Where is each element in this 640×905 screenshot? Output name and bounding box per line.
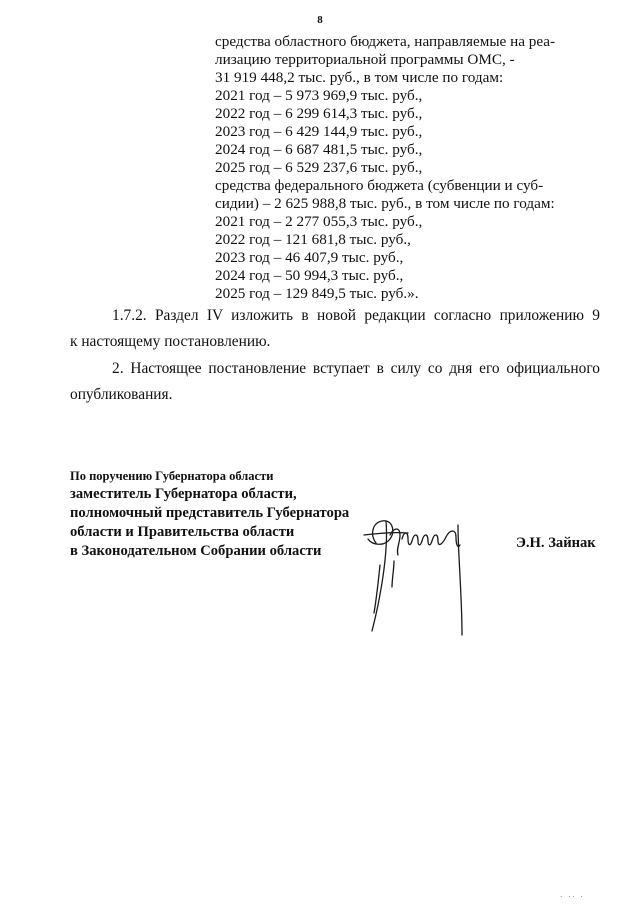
funding-line: средства областного бюджета, направляемые на реа- [215, 33, 556, 50]
paragraph-first-line: 2. Настоящее постановление вступает в силу со дня его официального [112, 360, 600, 377]
funding-line: средства федерального бюджета (субвенции и суб- [215, 177, 544, 194]
funding-block [215, 33, 565, 303]
paragraph-first-line: 1.7.2. Раздел IV изложить в новой редакции согласно приложению 9 [112, 307, 600, 324]
funding-line: 2021 год – 2 277 055,3 тыс. руб., [215, 213, 423, 230]
funding-line: 2024 год – 6 687 481,5 тыс. руб., [215, 141, 423, 158]
funding-line: лизацию территориальной программы ОМС, - [215, 51, 515, 68]
signatory-position-line: полномочный представитель Губернатора [70, 505, 350, 521]
signatory-position-line: в Законодательном Собрании области [70, 543, 322, 559]
paragraph-section-iv [70, 303, 600, 355]
handwritten-signature [350, 505, 480, 645]
funding-line: 2022 год – 6 299 614,3 тыс. руб., [215, 105, 423, 122]
signatory-position-line: области и Правительства области [70, 524, 295, 540]
signatory-instruction: По поручению Губернатора области [70, 469, 274, 483]
funding-line: 2021 год – 5 973 969,9 тыс. руб., [215, 87, 423, 104]
signer-name: Э.Н. Зайнак [516, 535, 596, 551]
paragraph-continuation: к настоящему постановлению. [70, 333, 271, 350]
funding-line: 2025 год – 6 529 237,6 тыс. руб., [215, 159, 423, 176]
funding-line: 31 919 448,2 тыс. руб., в том числе по годам: [215, 69, 504, 86]
funding-line: 2023 год – 46 407,9 тыс. руб., [215, 249, 404, 266]
funding-line: сидии) – 2 625 988,8 тыс. руб., в том числе по годам: [215, 195, 555, 212]
page-number: 8 [317, 14, 323, 26]
funding-line: 2024 год – 50 994,3 тыс. руб., [215, 267, 404, 284]
signatory-position-line: заместитель Губернатора области, [70, 486, 297, 502]
funding-line: 2025 год – 129 849,5 тыс. руб.». [215, 285, 419, 302]
funding-line: 2023 год – 6 429 144,9 тыс. руб., [215, 123, 423, 140]
paragraph-effective-date [70, 356, 600, 408]
paragraph-continuation: опубликования. [70, 386, 173, 403]
funding-line: 2022 год – 121 681,8 тыс. руб., [215, 231, 411, 248]
scan-marks: · ·· · [560, 893, 585, 901]
